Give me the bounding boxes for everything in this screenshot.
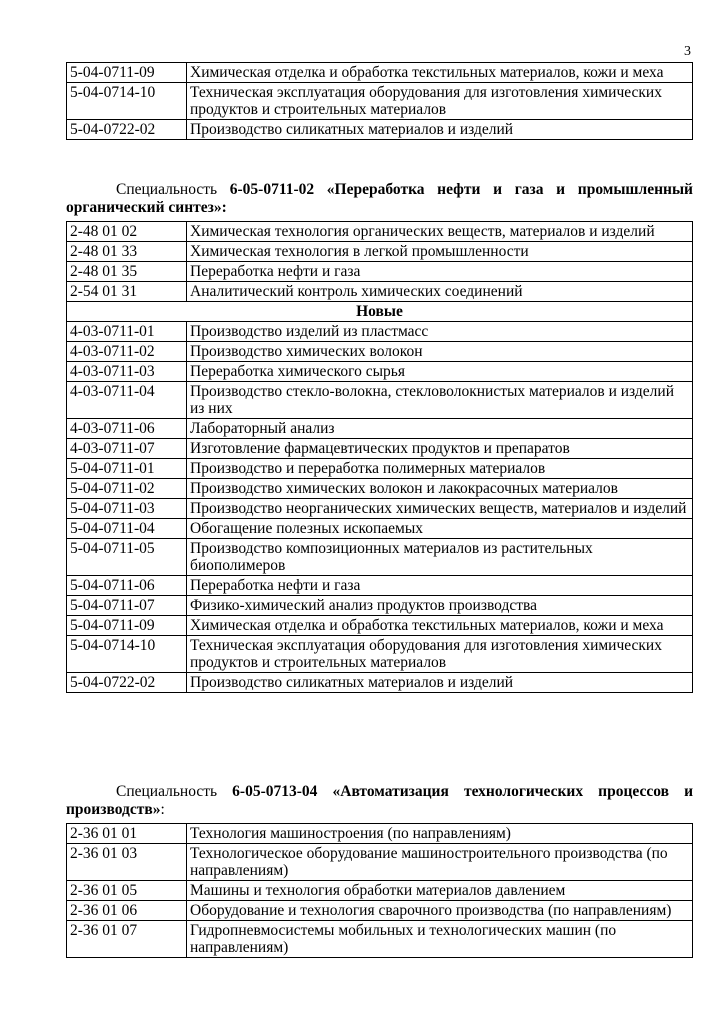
table-section2 — [66, 221, 693, 693]
specialty-name: Химическая отделка и обработка текстильных материалов, кожи и меха — [187, 616, 693, 636]
specialty-suffix: : — [160, 801, 165, 818]
specialty-code: 5-04-0711-01 — [67, 459, 187, 479]
table-row — [67, 616, 693, 636]
specialty-code: 5-04-0711-04 — [67, 519, 187, 539]
specialty-prefix: Специальность — [116, 181, 230, 198]
table-row — [67, 439, 693, 459]
specialty-code: 5-04-0711-05 — [67, 539, 187, 576]
table-body — [67, 824, 693, 958]
specialty-heading-1 — [66, 181, 693, 217]
specialty-code: 4-03-0711-02 — [67, 342, 187, 362]
table-subheader: Новые — [67, 302, 693, 322]
specialty-name: Технология машиностроения (по направлениям) — [187, 824, 693, 844]
specialty-code: 5-04-0711-03 — [67, 499, 187, 519]
specialty-name: Обогащение полезных ископаемых — [187, 519, 693, 539]
specialty-code: 2-36 01 01 — [67, 824, 187, 844]
specialty-code: 5-04-0722-02 — [67, 673, 187, 693]
specialty-code: 2-48 01 33 — [67, 242, 187, 262]
specialty-code: 2-36 01 03 — [67, 844, 187, 881]
specialty-name: Производство силикатных материалов и изделий — [187, 120, 693, 140]
table-row — [67, 576, 693, 596]
specialty-title: 6-05-0711-02 «Переработка нефти и газа и промышленный органический синтез»: — [66, 181, 693, 216]
specialty-name: Технологическое оборудование машиностроительного производства (по направлениям) — [187, 844, 693, 881]
page-number: 3 — [684, 44, 691, 59]
specialty-name: Машины и технология обработки материалов давлением — [187, 881, 693, 901]
specialty-name: Химическая технология в легкой промышленности — [187, 242, 693, 262]
table-body — [67, 222, 693, 693]
specialty-name: Изготовление фармацевтических продуктов и препаратов — [187, 439, 693, 459]
specialty-name: Переработка нефти и газа — [187, 262, 693, 282]
specialty-name: Производство изделий из пластмасс — [187, 322, 693, 342]
specialty-code: 2-48 01 02 — [67, 222, 187, 242]
specialty-name: Аналитический контроль химических соединений — [187, 282, 693, 302]
table-row — [67, 342, 693, 362]
table-row — [67, 596, 693, 616]
table-row — [67, 673, 693, 693]
specialty-name: Химическая отделка и обработка текстильных материалов, кожи и меха — [187, 63, 693, 83]
specialty-code: 5-04-0722-02 — [67, 120, 187, 140]
specialty-name: Производство и переработка полимерных материалов — [187, 459, 693, 479]
table-section3 — [66, 823, 693, 958]
specialty-code: 5-04-0711-09 — [67, 63, 187, 83]
specialty-title: 6-05-0713-04 «Автоматизация технологических процессов и производств» — [66, 783, 693, 818]
specialty-name: Переработка химического сырья — [187, 362, 693, 382]
specialty-name: Гидропневмосистемы мобильных и технологических машин (по направлениям) — [187, 921, 693, 958]
table-row — [67, 322, 693, 342]
specialty-code: 5-04-0711-02 — [67, 479, 187, 499]
table-row — [67, 844, 693, 881]
table-row — [67, 519, 693, 539]
table-row — [67, 824, 693, 844]
specialty-code: 5-04-0714-10 — [67, 83, 187, 120]
specialty-code: 4-03-0711-06 — [67, 419, 187, 439]
specialty-name: Техническая эксплуатация оборудования для изготовления химических продуктов и строительных материалов — [187, 83, 693, 120]
specialty-code: 2-36 01 06 — [67, 901, 187, 921]
specialty-name: Производство неорганических химических веществ, материалов и изделий — [187, 499, 693, 519]
specialty-name: Лабораторный анализ — [187, 419, 693, 439]
table-row — [67, 499, 693, 519]
specialty-code: 2-54 01 31 — [67, 282, 187, 302]
table-row — [67, 901, 693, 921]
table-row — [67, 382, 693, 419]
table-section1 — [66, 62, 693, 140]
specialty-code: 4-03-0711-01 — [67, 322, 187, 342]
specialty-code: 5-04-0711-06 — [67, 576, 187, 596]
table-row — [67, 362, 693, 382]
specialty-name: Производство химических волокон — [187, 342, 693, 362]
table-row — [67, 83, 693, 120]
table-row — [67, 479, 693, 499]
specialty-code: 2-48 01 35 — [67, 262, 187, 282]
specialty-name: Переработка нефти и газа — [187, 576, 693, 596]
specialty-prefix: Специальность — [116, 783, 233, 800]
specialty-code: 4-03-0711-03 — [67, 362, 187, 382]
table-row — [67, 419, 693, 439]
specialty-name: Производство стекло-волокна, стекловолокнистых материалов и изделий из них — [187, 382, 693, 419]
table-row — [67, 222, 693, 242]
table-row — [67, 63, 693, 83]
specialty-name: Производство силикатных материалов и изделий — [187, 673, 693, 693]
specialty-code: 4-03-0711-04 — [67, 382, 187, 419]
specialty-name: Оборудование и технология сварочного производства (по направлениям) — [187, 901, 693, 921]
specialty-code: 5-04-0711-09 — [67, 616, 187, 636]
specialty-code: 2-36 01 05 — [67, 881, 187, 901]
table-subheader-row — [67, 302, 693, 322]
specialty-name: Производство химических волокон и лакокрасочных материалов — [187, 479, 693, 499]
specialty-heading-2 — [66, 783, 693, 819]
specialty-code: 4-03-0711-07 — [67, 439, 187, 459]
table-body — [67, 63, 693, 140]
specialty-name: Производство композиционных материалов из растительных биополимеров — [187, 539, 693, 576]
table-row — [67, 459, 693, 479]
table-row — [67, 120, 693, 140]
table-row — [67, 282, 693, 302]
table-row — [67, 539, 693, 576]
specialty-name: Физико-химический анализ продуктов производства — [187, 596, 693, 616]
table-row — [67, 242, 693, 262]
table-row — [67, 921, 693, 958]
table-row — [67, 636, 693, 673]
table-row — [67, 262, 693, 282]
specialty-code: 5-04-0714-10 — [67, 636, 187, 673]
specialty-code: 2-36 01 07 — [67, 921, 187, 958]
specialty-code: 5-04-0711-07 — [67, 596, 187, 616]
table-row — [67, 881, 693, 901]
specialty-name: Химическая технология органических веществ, материалов и изделий — [187, 222, 693, 242]
specialty-name: Техническая эксплуатация оборудования для изготовления химических продуктов и строительных материалов — [187, 636, 693, 673]
